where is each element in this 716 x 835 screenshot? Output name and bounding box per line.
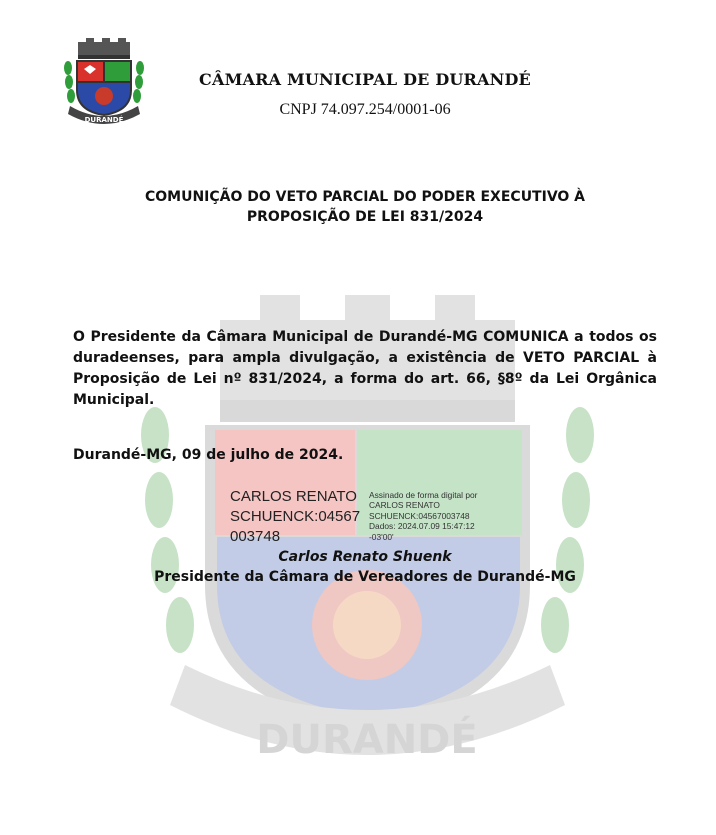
svg-text:DURANDÉ: DURANDÉ — [84, 116, 124, 124]
document-body: O Presidente da Câmara Municipal de Durandé-MG COMUNICA a todos os duradeenses, para ampla divulgação, a existência de VETO PARCIAL à Proposição de Lei nº 831/2024, a forma do art. 66, §8º da Lei Orgânica Municipal. — [73, 329, 657, 408]
crest-logo — [62, 36, 146, 128]
sig-detail-line: Dados: 2024.07.09 15:47:12 — [369, 521, 475, 532]
signer-title: Presidente da Câmara de Vereadores de Durandé-MG — [154, 569, 576, 585]
signer-block — [73, 547, 657, 587]
sig-detail-line: CARLOS RENATO — [369, 500, 440, 511]
cnpj-number: CNPJ 74.097.254/0001-06 — [279, 101, 451, 118]
place-date: Durandé-MG, 09 de julho de 2024. — [73, 447, 344, 463]
digital-signature-details — [369, 490, 509, 542]
signer-name: Carlos Renato Shuenk — [278, 549, 452, 565]
digital-signature-name: CARLOS RENATO SCHUENCK:04567003748 — [230, 488, 361, 545]
sig-detail-line: -03'00' — [369, 531, 394, 542]
sig-detail-line: SCHUENCK:04567003748 — [369, 510, 470, 521]
subject-line-2: PROPOSIÇÃO DE LEI 831/2024 — [246, 209, 484, 225]
subject-line-1: COMUNIÇÃO DO VETO PARCIAL DO PODER EXECUTIVO À — [144, 189, 586, 205]
sig-detail-line: Assinado de forma digital por — [369, 490, 478, 500]
chamber-name: CÂMARA MUNICIPAL DE DURANDÉ — [199, 70, 531, 89]
document-subject — [110, 187, 620, 227]
crest-ribbon-text: DURANDÉ — [256, 717, 478, 763]
